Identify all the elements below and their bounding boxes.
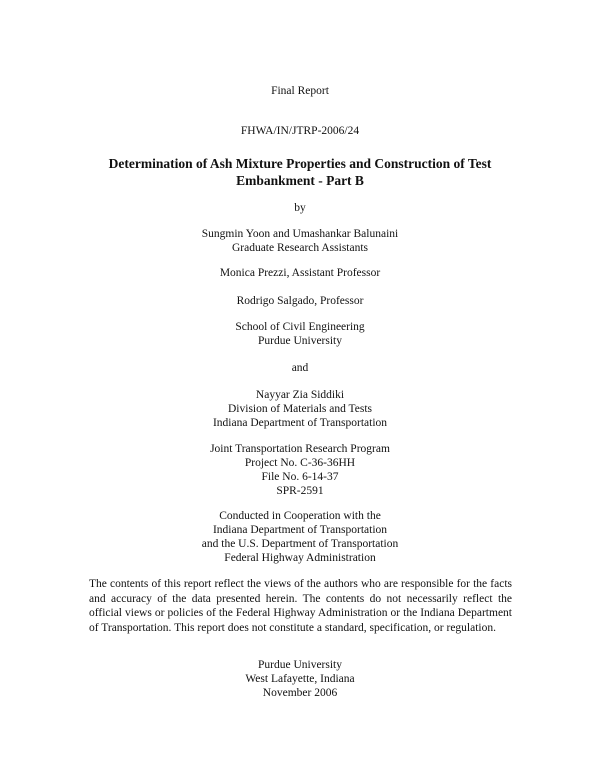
program-info <box>0 442 600 498</box>
footer-line: Purdue University <box>257 659 342 671</box>
report-title <box>0 155 600 189</box>
program-line: Joint Transportation Research Program <box>210 443 390 455</box>
report-type: Final Report <box>271 85 329 97</box>
cooperation-line: Federal Highway Administration <box>224 552 376 564</box>
author-3: Rodrigo Salgado, Professor <box>236 295 364 307</box>
and-label: and <box>291 362 309 374</box>
title-line: Embankment - Part B <box>236 173 364 188</box>
author-4-line: Nayyar Zia Siddiki <box>255 389 345 401</box>
title-line: Determination of Ash Mixture Properties and Construction of Test <box>108 156 492 171</box>
publication-footer <box>0 658 600 700</box>
author-4 <box>0 388 600 430</box>
cooperation-line: Indiana Department of Transportation <box>212 524 388 536</box>
program-line: SPR-2591 <box>276 485 324 497</box>
author-4-line: Division of Materials and Tests <box>228 403 372 415</box>
author-2: Monica Prezzi, Assistant Professor <box>219 267 381 279</box>
author-role: Graduate Research Assistants <box>231 242 369 254</box>
affiliation-line: School of Civil Engineering <box>235 321 365 333</box>
program-line: Project No. C-36-36HH <box>244 457 356 469</box>
cooperation-info <box>0 509 600 565</box>
author-4-line: Indiana Department of Transportation <box>212 417 388 429</box>
cooperation-line: and the U.S. Department of Transportation <box>201 538 399 550</box>
affiliation-line: Purdue University <box>257 335 342 347</box>
report-number: FHWA/IN/JTRP-2006/24 <box>240 125 360 137</box>
author-names: Sungmin Yoon and Umashankar Balunaini <box>201 228 399 240</box>
footer-line: November 2006 <box>262 687 338 699</box>
disclaimer-paragraph: The contents of this report reflect the views of the authors who are responsible for the facts and accuracy of the data presented herein. The contents do not necessarily reflect the official views or policies of the Federal Highway Administration or the Indiana Department of Transportation. This report does not constitute a standard, specification, or regulation. <box>89 578 512 634</box>
affiliation <box>0 320 600 348</box>
cooperation-line: Conducted in Cooperation with the <box>219 510 381 522</box>
footer-line: West Lafayette, Indiana <box>245 673 355 685</box>
by-label: by <box>294 202 306 214</box>
author-group-1 <box>0 227 600 255</box>
program-line: File No. 6-14-37 <box>261 471 339 483</box>
